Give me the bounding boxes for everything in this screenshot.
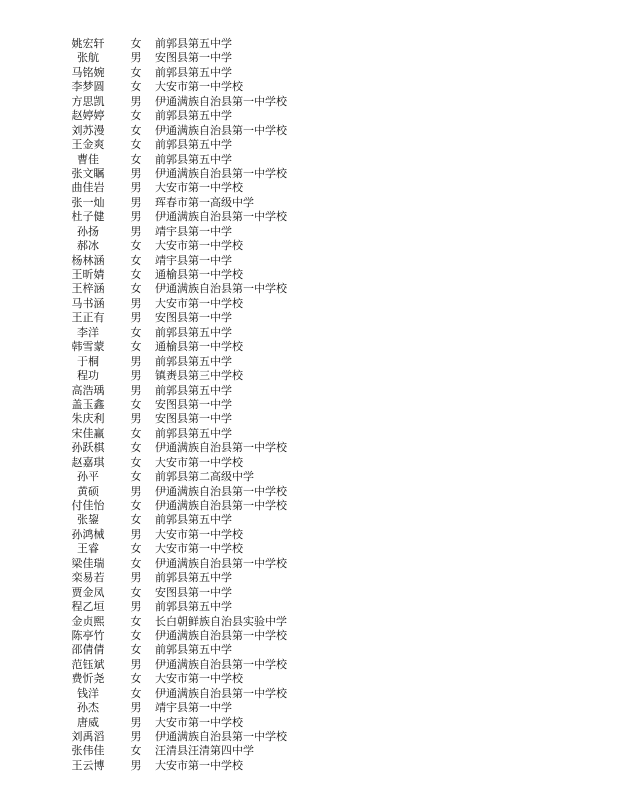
list-row (0, 701, 626, 715)
student-name: 邵倩倩 (71, 643, 105, 657)
student-school: 大安市第一中学校 (155, 542, 243, 556)
student-name: 王金爽 (71, 138, 105, 152)
list-row (0, 730, 626, 744)
student-gender: 女 (130, 138, 142, 152)
student-school: 伊通满族自治县第一中学校 (155, 686, 287, 700)
list-row (0, 513, 626, 527)
student-gender: 男 (130, 224, 142, 238)
student-gender: 男 (130, 383, 142, 397)
list-row (0, 239, 626, 253)
student-gender: 女 (130, 37, 142, 50)
student-school: 伊通满族自治县第一中学校 (155, 730, 287, 743)
student-school: 伊通满族自治县第一中学校 (155, 166, 287, 180)
student-school: 前郭县第五中学 (155, 109, 232, 123)
student-name: 高浩瑀 (71, 383, 105, 397)
student-school: 大安市第一中学校 (155, 527, 243, 541)
student-school: 通榆县第一中学校 (155, 268, 243, 281)
list-row (0, 542, 626, 556)
student-school: 伊通满族自治县第一中学校 (155, 94, 287, 108)
student-school: 大安市第一中学校 (155, 758, 243, 772)
student-school: 靖宇县第一中学 (155, 701, 232, 715)
student-name: 朱庆利 (71, 412, 105, 426)
student-school: 前郭县第五中学 (155, 37, 232, 50)
student-gender: 女 (130, 80, 142, 94)
student-gender: 女 (130, 123, 142, 137)
list-row (0, 643, 626, 657)
list-row (0, 398, 626, 412)
student-name: 程乙垣 (71, 600, 105, 614)
student-school: 前郭县第五中学 (155, 65, 232, 79)
student-name: 韩雪蒙 (71, 340, 105, 354)
student-school: 靖宇县第一中学 (155, 224, 232, 238)
student-school: 前郭县第五中学 (155, 138, 232, 152)
student-gender: 女 (130, 672, 142, 686)
list-row (0, 138, 626, 152)
student-gender: 女 (130, 65, 142, 79)
student-gender: 男 (130, 51, 142, 65)
student-name: 马书涵 (71, 296, 105, 310)
student-gender: 女 (130, 441, 142, 455)
student-name: 刘苏漫 (71, 123, 105, 137)
student-name: 张一灿 (71, 195, 105, 209)
student-name: 王云博 (71, 758, 105, 772)
list-row (0, 282, 626, 296)
student-gender: 女 (130, 239, 142, 253)
list-row (0, 716, 626, 730)
student-school: 靖宇县第一中学 (155, 253, 232, 267)
list-row (0, 225, 626, 239)
list-row (0, 167, 626, 181)
student-school: 大安市第一中学校 (155, 296, 243, 310)
student-school: 伊通满族自治县第一中学校 (155, 210, 287, 224)
student-gender: 女 (130, 152, 142, 166)
student-school: 长白朝鲜族自治县实验中学 (155, 614, 287, 628)
list-row (0, 485, 626, 499)
list-row (0, 109, 626, 123)
student-gender: 男 (130, 758, 142, 772)
student-gender: 女 (130, 628, 142, 642)
list-row (0, 326, 626, 340)
student-school: 大安市第一中学校 (155, 672, 243, 686)
student-gender: 女 (130, 325, 142, 339)
student-gender: 男 (130, 369, 142, 383)
list-row (0, 412, 626, 426)
student-name: 贾金凤 (71, 585, 105, 599)
list-row (0, 384, 626, 398)
student-name: 范钰斌 (71, 657, 105, 671)
student-gender: 女 (130, 397, 142, 411)
student-list (0, 37, 626, 773)
list-row (0, 254, 626, 268)
list-row (0, 95, 626, 109)
student-school: 安图县第一中学 (155, 585, 232, 599)
student-name: 张鋆 (77, 513, 99, 527)
student-gender: 女 (130, 643, 142, 657)
student-name: 赵婷婷 (71, 109, 105, 123)
student-school: 前郭县第五中学 (155, 354, 232, 368)
list-row (0, 470, 626, 484)
student-gender: 男 (130, 571, 142, 585)
student-gender: 男 (130, 600, 142, 614)
student-school: 伊通满族自治县第一中学校 (155, 484, 287, 498)
student-gender: 男 (130, 166, 142, 180)
list-row (0, 66, 626, 80)
list-row (0, 586, 626, 600)
student-gender: 女 (130, 556, 142, 570)
student-gender: 男 (130, 527, 142, 541)
student-name: 宋佳赢 (71, 426, 105, 440)
student-gender: 男 (130, 181, 142, 195)
student-school: 安图县第一中学 (155, 311, 232, 325)
student-gender: 女 (130, 340, 142, 354)
student-name: 曲佳岩 (71, 181, 105, 195)
list-row (0, 297, 626, 311)
student-gender: 女 (130, 686, 142, 700)
student-name: 张伟佳 (71, 744, 105, 758)
list-row (0, 311, 626, 325)
student-school: 大安市第一中学校 (155, 715, 243, 729)
list-row (0, 124, 626, 138)
student-gender: 男 (130, 354, 142, 368)
list-row (0, 37, 626, 51)
student-gender: 男 (130, 730, 142, 743)
student-school: 伊通满族自治县第一中学校 (155, 657, 287, 671)
student-school: 伊通满族自治县第一中学校 (155, 282, 287, 296)
student-school: 伊通满族自治县第一中学校 (155, 123, 287, 137)
student-gender: 女 (130, 499, 142, 512)
student-school: 伊通满族自治县第一中学校 (155, 499, 287, 512)
student-name: 孙鸿械 (71, 527, 105, 541)
student-gender: 女 (130, 282, 142, 296)
student-school: 伊通满族自治县第一中学校 (155, 441, 287, 455)
student-school: 镇赉县第三中学校 (155, 369, 243, 383)
student-school: 前郭县第二高级中学 (155, 470, 254, 484)
list-row (0, 181, 626, 195)
student-gender: 女 (130, 744, 142, 758)
student-school: 安图县第一中学 (155, 412, 232, 426)
student-name: 陈亭竹 (71, 628, 105, 642)
student-gender: 男 (130, 94, 142, 108)
student-name: 孙扬 (77, 224, 99, 238)
student-school: 前郭县第五中学 (155, 426, 232, 440)
list-row (0, 210, 626, 224)
student-name: 盖玉鑫 (71, 397, 105, 411)
list-row (0, 528, 626, 542)
student-gender: 男 (130, 484, 142, 498)
list-row (0, 672, 626, 686)
list-row (0, 499, 626, 513)
student-name: 王梓涵 (71, 282, 105, 296)
list-row (0, 268, 626, 282)
list-row (0, 629, 626, 643)
student-school: 珲春市第一高级中学 (155, 195, 254, 209)
student-name: 黄硕 (77, 484, 99, 498)
student-gender: 女 (130, 542, 142, 556)
list-row (0, 687, 626, 701)
student-name: 曹佳 (77, 152, 99, 166)
student-name: 孙平 (77, 470, 99, 484)
list-row (0, 615, 626, 629)
student-name: 孙跃棋 (71, 441, 105, 455)
student-gender: 男 (130, 657, 142, 671)
student-school: 汪清县汪清第四中学 (155, 744, 254, 758)
student-school: 大安市第一中学校 (155, 80, 243, 94)
student-school: 前郭县第五中学 (155, 600, 232, 614)
student-gender: 女 (130, 513, 142, 527)
student-gender: 女 (130, 614, 142, 628)
student-name: 张航 (77, 51, 99, 65)
student-school: 安图县第一中学 (155, 397, 232, 411)
student-name: 马铭婉 (71, 65, 105, 79)
student-name: 赵嘉琪 (71, 455, 105, 469)
student-school: 伊通满族自治县第一中学校 (155, 556, 287, 570)
student-school: 前郭县第五中学 (155, 152, 232, 166)
list-row (0, 600, 626, 614)
student-name: 付佳怡 (71, 499, 105, 512)
list-row (0, 355, 626, 369)
list-row (0, 441, 626, 455)
student-school: 伊通满族自治县第一中学校 (155, 628, 287, 642)
student-name: 孙杰 (77, 701, 99, 715)
student-school: 大安市第一中学校 (155, 455, 243, 469)
list-row (0, 557, 626, 571)
student-name: 刘禹滔 (71, 730, 105, 743)
student-gender: 男 (130, 412, 142, 426)
student-name: 杜子健 (71, 210, 105, 224)
student-name: 杨林涵 (71, 253, 105, 267)
student-school: 通榆县第一中学校 (155, 340, 243, 354)
student-gender: 女 (130, 109, 142, 123)
list-row (0, 369, 626, 383)
list-row (0, 80, 626, 94)
student-name: 钱洋 (77, 686, 99, 700)
student-school: 前郭县第五中学 (155, 571, 232, 585)
list-row (0, 658, 626, 672)
student-gender: 女 (130, 268, 142, 281)
list-row (0, 51, 626, 65)
student-name: 李洋 (77, 325, 99, 339)
student-gender: 男 (130, 210, 142, 224)
student-school: 前郭县第五中学 (155, 643, 232, 657)
student-name: 费忻尧 (71, 672, 105, 686)
student-name: 王睿 (77, 542, 99, 556)
list-row (0, 571, 626, 585)
student-gender: 男 (130, 296, 142, 310)
student-name: 姚宏轩 (71, 37, 105, 50)
student-gender: 男 (130, 311, 142, 325)
student-name: 栾易若 (71, 571, 105, 585)
student-name: 唐威 (77, 715, 99, 729)
student-name: 张文瞩 (71, 166, 105, 180)
student-school: 前郭县第五中学 (155, 383, 232, 397)
student-school: 大安市第一中学校 (155, 181, 243, 195)
student-name: 李梦圆 (71, 80, 105, 94)
list-row (0, 340, 626, 354)
list-row (0, 196, 626, 210)
student-school: 前郭县第五中学 (155, 325, 232, 339)
student-gender: 男 (130, 701, 142, 715)
list-row (0, 427, 626, 441)
student-name: 王正有 (71, 311, 105, 325)
student-gender: 男 (130, 715, 142, 729)
student-gender: 女 (130, 455, 142, 469)
student-name: 郝冰 (77, 239, 99, 253)
student-name: 梁佳瑞 (71, 556, 105, 570)
list-row (0, 759, 626, 773)
list-row (0, 744, 626, 758)
student-name: 王昕婧 (71, 268, 105, 281)
student-school: 前郭县第五中学 (155, 513, 232, 527)
student-gender: 女 (130, 253, 142, 267)
student-gender: 女 (130, 585, 142, 599)
student-name: 方思凯 (71, 94, 105, 108)
list-row (0, 153, 626, 167)
student-gender: 女 (130, 470, 142, 484)
student-name: 金贞熙 (71, 614, 105, 628)
student-school: 大安市第一中学校 (155, 239, 243, 253)
student-gender: 女 (130, 426, 142, 440)
list-row (0, 456, 626, 470)
student-gender: 男 (130, 195, 142, 209)
student-school: 安图县第一中学 (155, 51, 232, 65)
student-name: 程功 (77, 369, 99, 383)
student-name: 于桐 (77, 354, 99, 368)
